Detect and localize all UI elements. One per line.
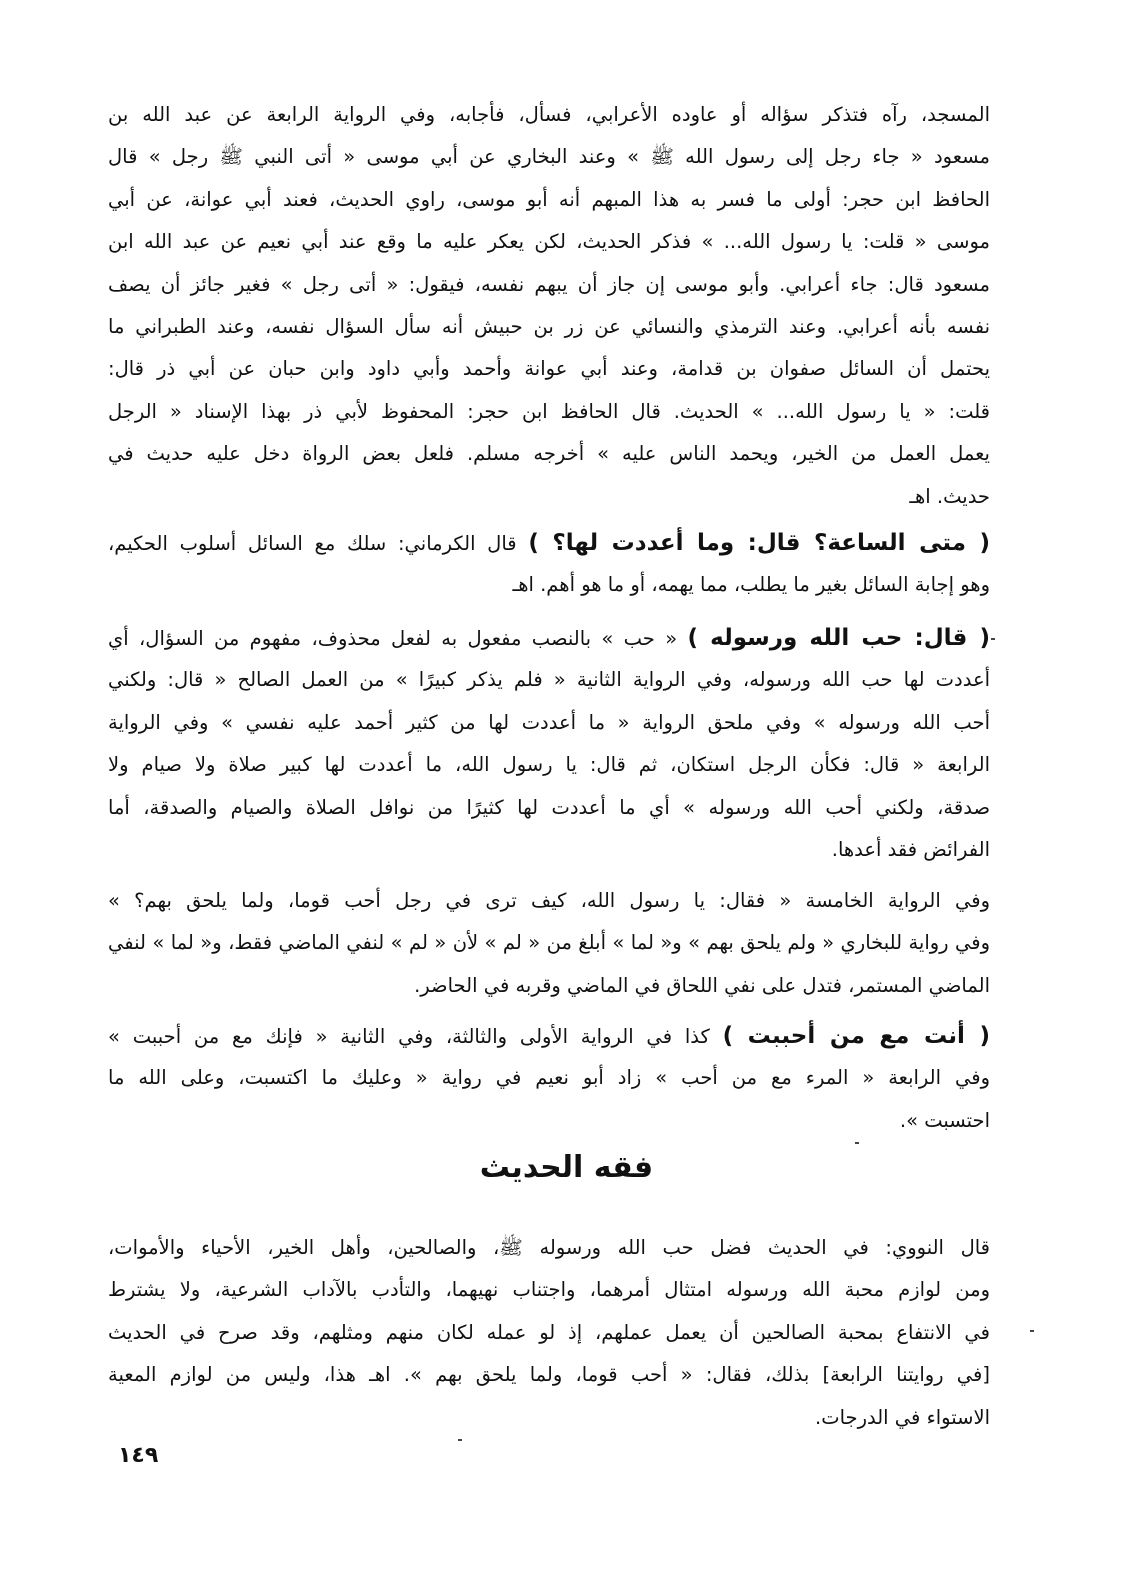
text-line <box>108 617 990 659</box>
hadith-lemma: ( متى الساعة؟ قال: وما أعددت لها؟ ) <box>528 530 990 556</box>
text-line: احتسبت ». <box>899 1108 990 1132</box>
text-line: أعددت لها حب الله ورسوله، وفي الرواية الثانية « فلم يذكر كبيرًا » من العمل الصالح « قال: ولكني <box>108 668 990 692</box>
paragraph-6 <box>108 1227 990 1439</box>
text-line: الاستواء في الدرجات. <box>815 1405 990 1429</box>
text-line: موسى « قلت: يا رسول الله... » فذكر الحديث، لكن يعكر عليه ما وقع عند أبي نعيم عن عبد الله ابن <box>108 230 990 254</box>
paragraph-1 <box>108 94 990 518</box>
text-line: أحب الله ورسوله » وفي ملحق الرواية « ما أعددت لها من كثير أحمد عليه نفسي » وفي الرواية <box>108 710 990 734</box>
commentary-text: قال الكرماني: سلك مع السائل أسلوب الحكيم، <box>108 532 529 555</box>
text-line: الحافظ ابن حجر: أولى ما فسر به هذا المبهم أنه أبو موسى، راوي الحديث، فعند أبي عوانة، عن أبي <box>108 187 990 211</box>
text-line: وفي رواية للبخاري « ولم يلحق بهم » و« لما » أبلغ من « لم » لأن « لم » لنفي الماضي فقط، و« لما » لنفي <box>108 931 990 955</box>
commentary-text: كذا في الرواية الأولى والثالثة، وفي الثانية « فإنك مع من أحببت » <box>108 1025 723 1048</box>
hadith-lemma: ( أنت مع من أحببت ) <box>722 1023 990 1049</box>
text-line: الرابعة « قال: فكأن الرجل استكان، ثم قال: يا رسول الله، ما أعددت لها كبير صلاة ولا صيام ولا <box>108 753 990 777</box>
text-line: المسجد، رآه فتذكر سؤاله أو عاوده الأعرابي، فسأل، فأجابه، وفي الرواية الرابعة عن عبد الله بن <box>108 103 990 126</box>
text-line: وفي الرواية الخامسة « فقال: يا رسول الله، كيف ترى في رجل أحب قوما، ولما يلحق بهم؟ » <box>108 889 990 912</box>
page-number: ١٤٩ <box>118 1443 159 1468</box>
scan-speck <box>1030 1330 1034 1332</box>
text-line: يحتمل أن السائل صفوان بن قدامة، وعند أبي عوانة وأحمد وأبي داود وابن حبان عن أبي ذر قال: <box>108 357 990 381</box>
hadith-lemma: ( قال: حب الله ورسوله ) <box>687 625 990 651</box>
scan-speck <box>458 1439 462 1441</box>
paragraph-5 <box>108 1015 990 1142</box>
scan-speck <box>991 638 995 640</box>
text-line: مسعود قال: جاء أعرابي. وأبو موسى إن جاز أن يبهم نفسه، فيقول: « أتى رجل » فغير جائز أن يصف <box>108 272 990 296</box>
text-line: في الانتفاع بمحبة الصالحين أن يعمل عملهم، إذ لو عمله لكان منهم ومثلهم، وقد صرح في الحديث <box>108 1320 990 1344</box>
text-line: نفسه بأنه أعرابي. وعند الترمذي والنسائي عن زر بن حبيش أنه سأل السؤال نفسه، وعند الطبراني ما <box>108 314 990 338</box>
section-heading: فقه الحديث <box>479 1150 654 1185</box>
scan-speck <box>855 1142 859 1144</box>
text-line <box>108 1015 990 1057</box>
text-line: مسعود « جاء رجل إلى رسول الله ﷺ » وعند البخاري عن أبي موسى « أتى النبي ﷺ رجل » قال <box>108 145 990 169</box>
text-line <box>108 522 990 564</box>
text-line: قال النووي: في الحديث فضل حب الله ورسوله ﷺ، والصالحين، وأهل الخير، الأحياء والأموات، <box>108 1236 990 1259</box>
text-line: وهو إجابة السائل بغير ما يطلب، مما يهمه، أو ما هو أهم. اهـ <box>512 573 990 597</box>
text-line: يعمل العمل من الخير، ويحمد الناس عليه » أخرجه مسلم. فلعل بعض الرواة دخل عليه حديث في <box>108 442 990 466</box>
text-line: وفي الرابعة « المرء مع من أحب » زاد أبو نعيم في رواية « وعليك ما اكتسبت، وعلى الله ما <box>108 1066 990 1090</box>
text-line: حديث. اهـ <box>909 484 990 508</box>
text-line: ومن لوازم محبة الله ورسوله امتثال أمرهما، واجتناب نهيهما، والتأدب بالآداب الشرعية، ولا يشترط <box>108 1278 990 1302</box>
paragraph-2 <box>108 522 990 607</box>
paragraph-4 <box>108 880 990 1007</box>
commentary-text: « حب » بالنصب مفعول به لفعل محذوف، مفهوم من السؤال، أي <box>108 627 688 650</box>
text-line: صدقة، ولكني أحب الله ورسوله » أي ما أعددت لها كثيرًا من نوافل الصلاة والصيام والصدقة، أما <box>108 795 990 819</box>
text-line: الفرائض فقد أعدها. <box>831 837 990 861</box>
text-line: الماضي المستمر، فتدل على نفي اللحاق في الماضي وقربه في الحاضر. <box>414 973 990 997</box>
text-line: [في روايتنا الرابعة] بذلك، فقال: « أحب قوما، ولما يلحق بهم ». اهـ هذا، وليس من لوازم المعية <box>108 1363 990 1387</box>
text-line: قلت: « يا رسول الله... » الحديث. قال الحافظ ابن حجر: المحفوظ لأبي ذر بهذا الإسناد « الرجل <box>108 399 990 423</box>
paragraph-3 <box>108 617 990 871</box>
